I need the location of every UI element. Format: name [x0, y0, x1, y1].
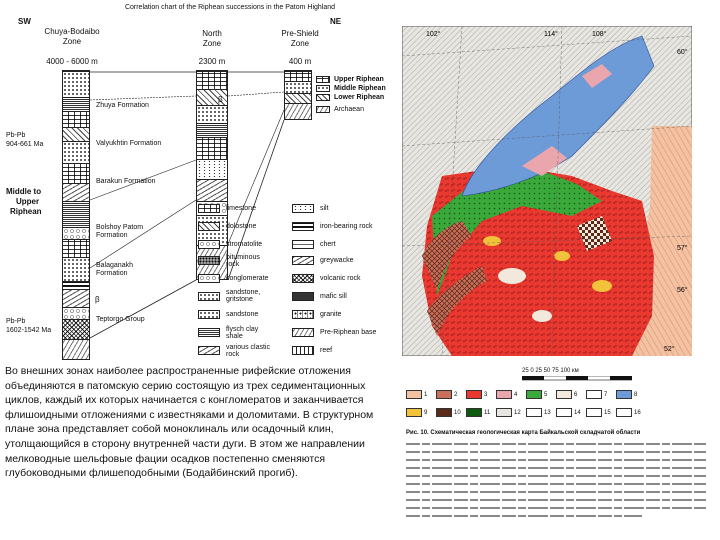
- legend-bituminous: bituminous rock: [226, 254, 260, 268]
- map-scale-bar: [522, 376, 632, 382]
- zone-1-thickness: 4000 - 6000 m: [46, 57, 98, 66]
- map-legend-7: 7: [604, 392, 608, 398]
- legend-swatch-reef: [292, 346, 314, 355]
- middle-label-3: Riphean: [10, 207, 42, 216]
- legend-dolostone: dolostone: [226, 223, 257, 230]
- map-legend-12: 12: [514, 410, 521, 416]
- formation-bolshoy-patom: Bolshoy Patom Formation: [96, 224, 144, 239]
- map-lon-2: 114°: [544, 31, 558, 38]
- unconformity-symbol: β: [218, 95, 223, 104]
- zone-3-name: Pre-Shield: [281, 29, 319, 38]
- legend-swatch-greywacke: [292, 256, 314, 265]
- age-archaean-box: [316, 106, 330, 113]
- map-legend-6: 6: [574, 392, 578, 398]
- map-lon-1: 102°: [426, 31, 441, 38]
- description-paragraph: Во внешних зонах наиболее распространенные рифейские отложения объединяются в патомскую серию состоящую из трех седиментационных циклов, каждый их которых начинается с конгломератов и заканчивается флишоидными отложениями с известняками и доломитами. В структурном плане зона представляет собой моноклиналь или осадочный клин, утолщающийся в сторону внутренней части дуги. В этом же направлении мелководные шельфовые фации осадков постепенно сменяются глубоководными флишеподобными (Бодайбинский прогиб).: [5, 365, 374, 480]
- zone-1-zone: Zone: [62, 37, 82, 46]
- legend-swatch-granite: [292, 310, 314, 319]
- zone-3-thickness: 400 m: [288, 57, 312, 66]
- age-pbpb-2: Pb-Pb: [6, 318, 26, 325]
- legend-swatch-iron: [292, 222, 314, 231]
- map-legend-4: 4: [514, 392, 518, 398]
- map-legend-14: 14: [574, 410, 581, 416]
- chart-title: Correlation chart of the Riphean successions in the Patom Highland: [124, 4, 336, 11]
- legend-swatch-flysch: [198, 328, 220, 337]
- map-legend-8: 8: [634, 392, 638, 398]
- geological-map: [402, 26, 692, 356]
- map-legend-15: 15: [604, 410, 611, 416]
- age-middle-riphean: Middle Riphean: [334, 85, 386, 92]
- map-legend-10: 10: [454, 410, 461, 416]
- map-legend-9: 9: [424, 410, 428, 416]
- age-value-1: 904-661 Ma: [6, 141, 44, 148]
- legend-swatch-sandstone: [198, 310, 220, 319]
- correlation-chart: [0, 0, 400, 362]
- age-upper-riphean: Upper Riphean: [334, 76, 384, 83]
- direction-ne: NE: [330, 17, 342, 26]
- legend-flysch: flysch clay shale: [226, 326, 259, 340]
- legend-iron: iron-bearing rock: [320, 223, 373, 230]
- legend-swatch-mafic: [292, 292, 314, 301]
- legend-swatch-gritstone: [198, 292, 220, 301]
- map-legend-row-2: [406, 408, 706, 424]
- age-pbpb-1: Pb-Pb: [6, 132, 26, 139]
- middle-label-1: Middle to: [6, 187, 42, 196]
- formation-barakun: Barakun Formation: [96, 178, 156, 185]
- map-caption-title: Рис. 10. Схематическая геологическая карта Байкальской складчатой области: [406, 430, 641, 436]
- formation-zhuya: Zhuya Formation: [96, 102, 149, 109]
- zone-3-zone: Zone: [290, 39, 310, 48]
- zone-2-thickness: 2300 m: [198, 57, 226, 66]
- legend-reef: reef: [320, 347, 333, 354]
- correlation-lines: [0, 0, 400, 362]
- formation-teptorgo: Teptorgo Group: [96, 316, 145, 323]
- map-legend-11: 11: [484, 410, 491, 416]
- legend-volcanic: volcanic rock: [320, 275, 361, 282]
- map-legend-13: 13: [544, 410, 551, 416]
- zone-2-name: North: [202, 29, 222, 38]
- legend-gritstone: sandstone, gritstone: [226, 289, 261, 303]
- legend-swatch-bituminous: [198, 256, 220, 265]
- age-middle-box: [316, 85, 330, 92]
- legend-silt: silt: [320, 205, 329, 212]
- legend-sandstone: sandstone: [226, 311, 259, 318]
- legend-greywacke: greywacke: [320, 257, 354, 264]
- map-lat-1: 60°: [677, 49, 688, 56]
- legend-swatch-various-clastic: [198, 346, 220, 355]
- map-legend: [402, 368, 712, 528]
- map-lat-3: 56°: [677, 287, 688, 294]
- zone-2-zone: Zone: [202, 39, 222, 48]
- legend-stromatolite: stromatolite: [226, 241, 263, 248]
- unconformity-symbol-2: β: [95, 295, 100, 304]
- age-archaean: Archaean: [334, 106, 364, 113]
- formation-valyukhtin: Valyukhtin Formation: [96, 140, 162, 147]
- middle-label-2: Upper: [16, 197, 40, 206]
- map-legend-16: 16: [634, 410, 641, 416]
- legend-swatch-chert: [292, 240, 314, 249]
- map-legend-3: 3: [484, 392, 488, 398]
- legend-swatch-conglomerate: [198, 274, 220, 283]
- map-legend-1: 1: [424, 392, 428, 398]
- age-value-2: 1602-1542 Ma: [6, 327, 52, 334]
- legend-swatch-base: [292, 328, 314, 337]
- map-legend-5: 5: [544, 392, 548, 398]
- zone-1-name: Chuya-Bodaibo: [44, 27, 100, 36]
- age-lower-riphean: Lower Riphean: [334, 94, 385, 101]
- direction-sw: SW: [18, 17, 31, 26]
- age-lower-box: [316, 94, 330, 101]
- legend-swatch-stromatolite: [198, 240, 220, 249]
- legend-swatch-volcanic: [292, 274, 314, 283]
- age-upper-box: [316, 76, 330, 83]
- legend-granite: granite: [320, 311, 342, 318]
- map-legend-2: 2: [454, 392, 458, 398]
- legend-mafic: mafic sill: [320, 293, 347, 300]
- legend-swatch-limestone: [198, 204, 220, 213]
- map-lat-2: 57°: [677, 245, 688, 252]
- map-scale: 25 0 25 50 75 100 км: [522, 368, 579, 374]
- legend-conglomerate: conglomerate: [226, 275, 269, 282]
- legend-limestone: limestone: [226, 205, 256, 212]
- map-lon-3: 108°: [592, 31, 607, 38]
- legend-various-clastic: various clastic rock: [226, 344, 270, 358]
- legend-chert: chert: [320, 241, 336, 248]
- map-lat-4: 52°: [664, 346, 675, 353]
- legend-swatch-silt: [292, 204, 314, 213]
- formation-balaganakh: Balaganakh Formation: [96, 262, 133, 277]
- map-caption-body: [402, 440, 712, 528]
- legend-swatch-dolostone: [198, 222, 220, 231]
- legend-base: Pre-Riphean base: [320, 329, 377, 336]
